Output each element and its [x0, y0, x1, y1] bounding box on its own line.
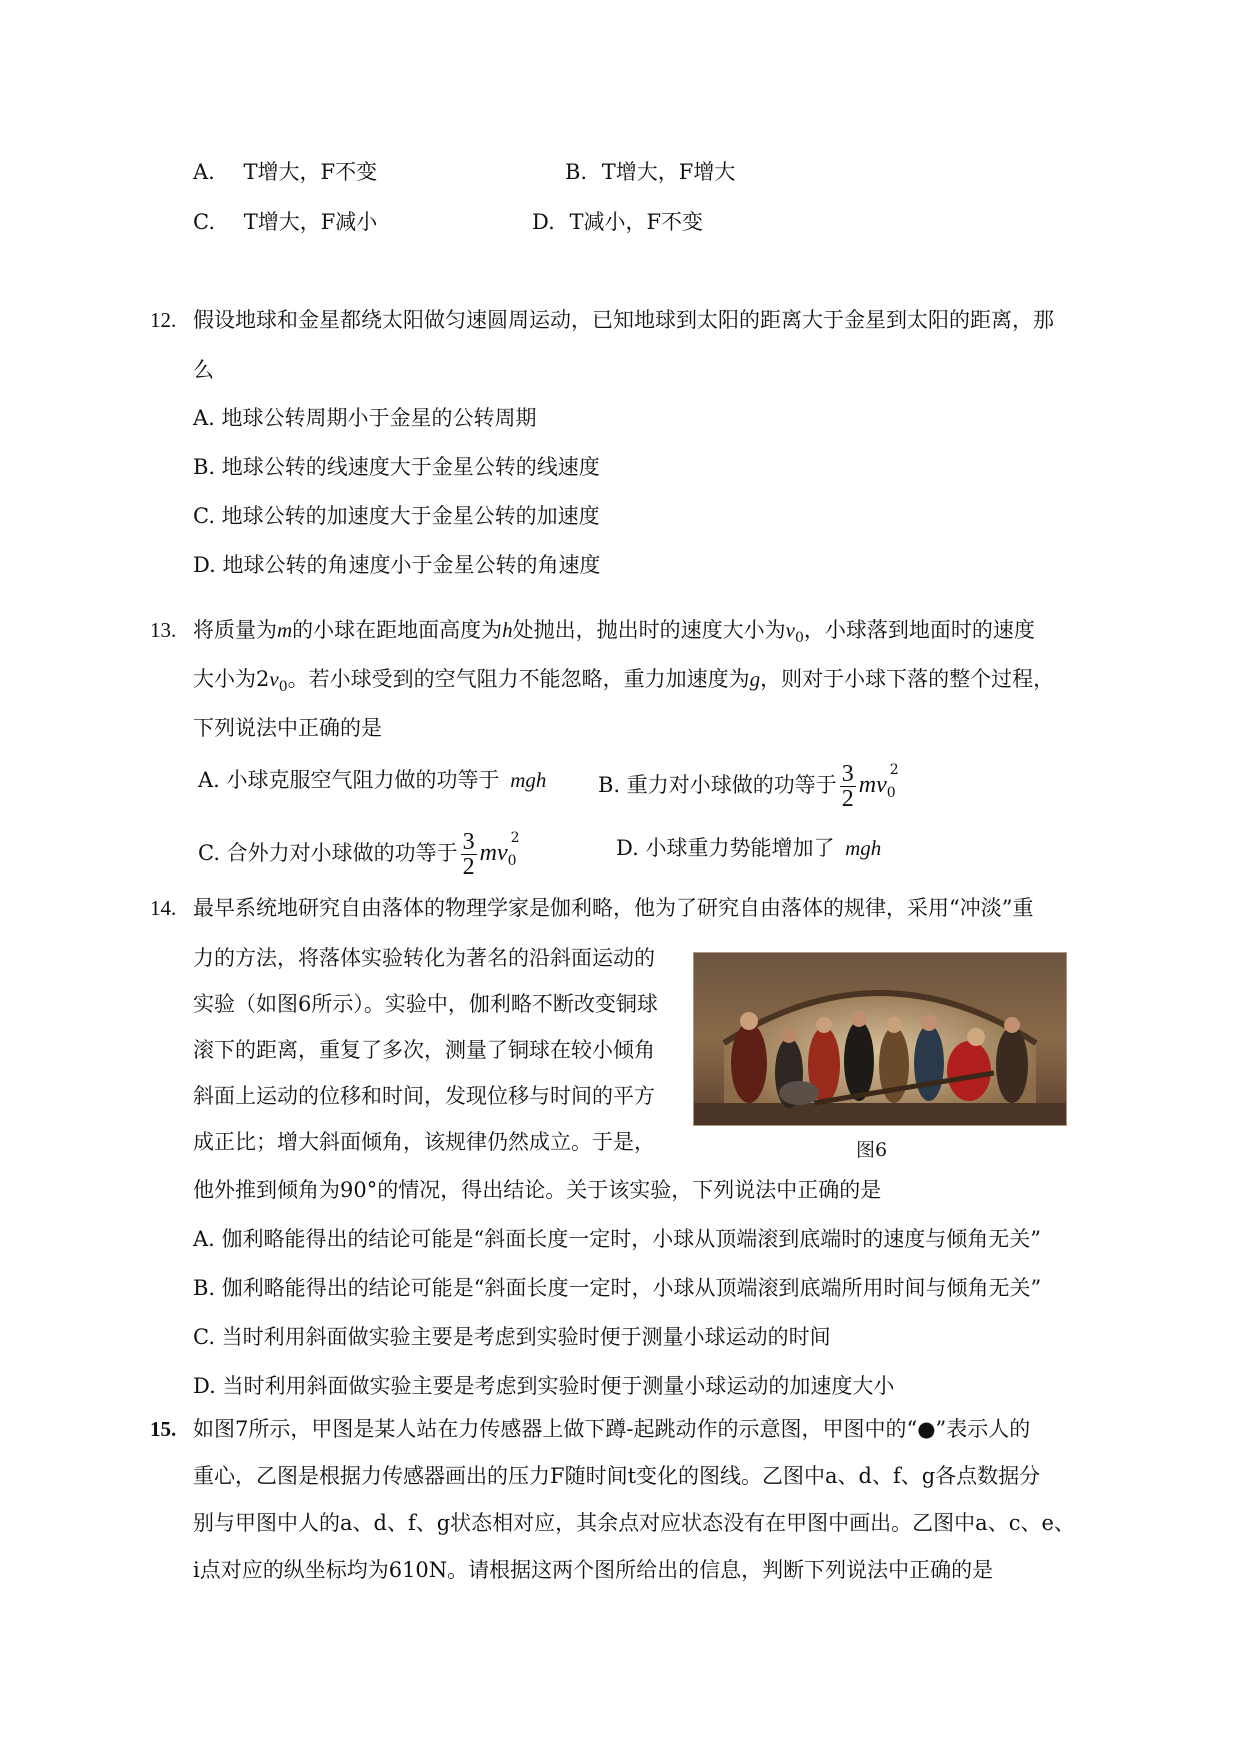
q11-option-c-letter: C. [193, 210, 215, 234]
q13-option-b: B. 重力对小球做的功等于 $\frac{3}{2}$ $mv_0^2$ [598, 761, 899, 812]
q11-option-d-text: T减小，F不变 [569, 210, 704, 234]
q12-option-b: B. 地球公转的线速度大于金星公转的线速度 [193, 455, 600, 479]
q14-wrap-line-4: 斜面上运动的位移和时间，发现位移与时间的平方 [193, 1084, 655, 1108]
q11-option-d [532, 208, 703, 236]
q11-option-a [193, 158, 377, 186]
q12-option-a: A. 地球公转周期小于金星的公转周期 [193, 406, 537, 430]
q13-text: 大小为2 [193, 667, 270, 691]
q13-option-b-text: B. 重力对小球做的功等于 [598, 773, 837, 797]
q13-option-c-expr: mv [479, 840, 508, 866]
q11-option-c [193, 208, 377, 236]
q13-text: ，则对于小球下落的整个过程， [760, 667, 1055, 691]
q11-option-b-text: T增大，F增大 [601, 160, 736, 184]
q11-option-b [565, 158, 735, 186]
q12-stem-line2: 么 [193, 358, 214, 382]
q13-option-d-expr: mgh [845, 836, 882, 860]
q14-number: 14. [150, 896, 177, 920]
q14-wrap-line-5: 成正比；增大斜面倾角，该规律仍然成立。于是， [193, 1130, 655, 1154]
figure-6-caption: 图6 [856, 1139, 888, 1161]
q11-option-a-letter: A. [193, 160, 215, 184]
q13-option-d-text: D. 小球重力势能增加了 [616, 836, 835, 860]
q13-text: 的小球在距地面高度为 [292, 618, 503, 642]
q15-number: 15. [150, 1417, 177, 1441]
q13-option-a [198, 766, 546, 794]
q13-text: 。若小球受到的空气阻力不能忽略，重力加速度为 [287, 667, 750, 691]
q14-stem-line1: 最早系统地研究自由落体的物理学家是伽利略，他为了研究自由落体的规律，采用“冲淡”重 [193, 896, 1034, 920]
q12-option-c: C. 地球公转的加速度大于金星公转的加速度 [193, 504, 600, 528]
galileo-painting-image [693, 952, 1067, 1126]
var-v: v [269, 667, 279, 691]
q13-option-b-expr: mv [858, 772, 887, 798]
q13-number: 13. [150, 618, 177, 642]
q14-wrap-line-2: 实验（如图6所示）。实验中，伽利略不断改变铜球 [193, 992, 658, 1016]
q13-text: ，小球落到地面时的速度 [803, 618, 1035, 642]
q11-option-a-text: T增大，F不变 [243, 160, 378, 184]
q15-line-1: 如图7所示，甲图是某人站在力传感器上做下蹲-起跳动作的示意图，甲图中的“●”表示人的 [193, 1417, 1031, 1441]
q11-option-d-letter: D. [532, 210, 555, 234]
q14-stem-line-after: 他外推到倾角为90°的情况，得出结论。关于该实验，下列说法中正确的是 [193, 1178, 882, 1202]
q14-wrap-line-1: 力的方法，将落体实验转化为著名的沿斜面运动的 [193, 946, 655, 970]
q14-option-d: D. 当时利用斜面做实验主要是考虑到实验时便于测量小球运动的加速度大小 [193, 1374, 895, 1398]
q11-option-b-letter: B. [565, 160, 588, 184]
q13-option-a-expr: mgh [510, 768, 547, 792]
var-v: v [785, 618, 795, 642]
q15-line-2: 重心，乙图是根据力传感器画出的压力F随时间t变化的图线。乙图中a、d、f、g各点数据分 [193, 1464, 1041, 1488]
q13-stem-line2 [193, 665, 1054, 701]
var-v-subscript: 0 [795, 630, 804, 647]
var-g: g [749, 667, 761, 691]
q15-line-4: i点对应的纵坐标均为610N。请根据这两个图所给出的信息，判断下列说法中正确的是 [193, 1558, 994, 1582]
q14-option-c: C. 当时利用斜面做实验主要是考虑到实验时便于测量小球运动的时间 [193, 1325, 831, 1349]
q13-stem-line1 [193, 616, 1035, 652]
q15-line-3: 别与甲图中人的a、d、f、g状态相对应，其余点对应状态没有在甲图中画出。乙图中a、c、e、 [193, 1511, 1075, 1535]
q13-option-c: C. 合外力对小球做的功等于 $\frac{3}{2}$ $mv_0^2$ [198, 829, 520, 880]
var-h: h [502, 618, 513, 642]
q13-text: 处抛出，抛出时的速度大小为 [512, 618, 786, 642]
var-m: m [277, 618, 293, 642]
q14-option-b: B. 伽利略能得出的结论可能是“斜面长度一定时，小球从顶端滚到底端所用时间与倾角无关” [193, 1276, 1042, 1300]
q13-option-c-text: C. 合外力对小球做的功等于 [198, 841, 458, 865]
q11-option-c-text: T增大，F减小 [243, 210, 378, 234]
q13-text: 将质量为 [193, 618, 277, 642]
q13-stem-line3: 下列说法中正确的是 [193, 716, 382, 740]
q12-stem-line1: 假设地球和金星都绕太阳做匀速圆周运动，已知地球到太阳的距离大于金星到太阳的距离，那 [193, 308, 1054, 332]
fraction-three-halves: $\frac{3}{2}$ [462, 829, 475, 880]
var-v-subscript: 0 [278, 679, 288, 696]
q12-option-d: D. 地球公转的角速度小于金星公转的角速度 [193, 553, 601, 577]
q13-option-a-text: A. 小球克服空气阻力做的功等于 [198, 768, 500, 792]
q14-wrap-line-3: 滚下的距离，重复了多次，测量了铜球在较小倾角 [193, 1038, 655, 1062]
q12-number: 12. [150, 308, 177, 332]
fraction-three-halves: $\frac{3}{2}$ [841, 761, 854, 812]
q13-option-d [616, 834, 881, 862]
q14-option-a: A. 伽利略能得出的结论可能是“斜面长度一定时，小球从顶端滚到底端时的速度与倾角无关” [193, 1227, 1041, 1251]
